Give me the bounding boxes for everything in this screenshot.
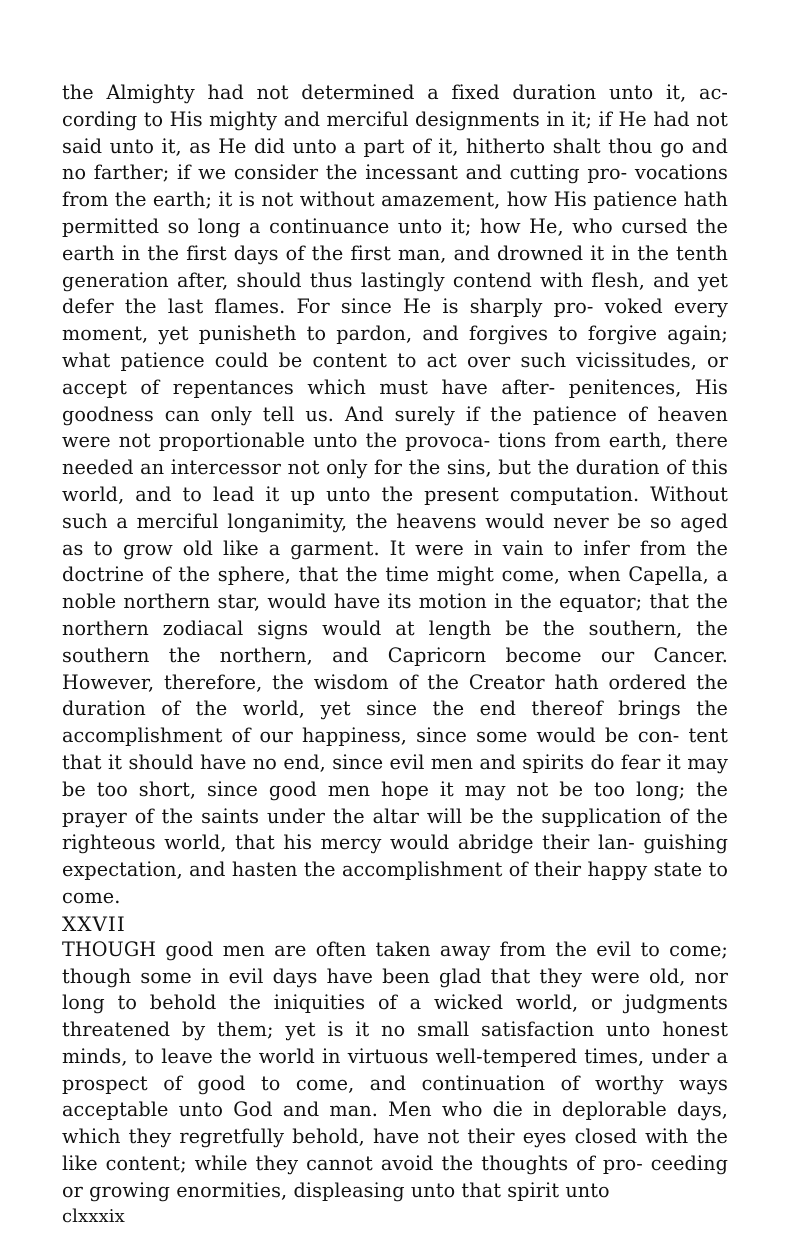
book-page xyxy=(62,80,728,1229)
section-number: XXVII xyxy=(62,911,126,936)
paragraph-continued: the Almighty had not determined a fixed duration unto it, ac- cording to His mighty and merciful designments in it; if He had not said unto it, as He did unto a part of it, hitherto shalt thou go and no farther; if we consider the incessant and cutting pro- vocations from the earth; it is not without amazement, how His patience hath permitted so long a continuance unto it; how He, who cursed the earth in the first days of the first man, and drowned it in the tenth generation after, should thus lastingly contend with flesh, and yet defer the last flames. For since He is sharply pro- voked every moment, yet punisheth to pardon, and forgives to forgive again; what patience could be content to act over such vicissitudes, or accept of repentances which must have after- penitences, His goodness can only tell us. And surely if the patience of heaven were not proportionable unto the provoca- tions from earth, there needed an intercessor not only for the sins, but the duration of this world, and to lead it up unto the present computation. Without such a merciful longanimity, the heavens would never be so aged as to grow old like a garment. It were in vain to infer from the doctrine of the sphere, that the time might come, when Capella, a noble northern star, would have its motion in the equator; that the northern zodiacal signs would at length be the southern, the southern the northern, and Capricorn become our Cancer. However, therefore, the wisdom of the Creator hath ordered the duration of the world, yet since the end thereof brings the accomplishment of our happiness, since some would be con- tent that it should have no end, since evil men and spirits do fear it may be too short, since good men hope it may not be too long; the prayer of the saints under the altar will be the supplication of the righteous world, that his mercy would abridge their lan- guishing expectation, and hasten the accomplishment of their happy state to come. xyxy=(62,81,728,908)
page-number: clxxxix xyxy=(62,1205,125,1227)
paragraph-section-xxvii: THOUGH good men are often taken away from the evil to come; though some in evil days have been glad that they were old, nor long to behold the iniquities of a wicked world, or judgments threatened by them; yet is it no small satisfaction unto honest minds, to leave the world in virtuous well-tempered times, under a prospect of good to come, and continuation of worthy ways acceptable unto God and man. Men who die in deplorable days, which they regretfully behold, have not their eyes closed with the like content; while they cannot avoid the thoughts of pro- ceeding or growing enormities, displeasing unto that spirit unto xyxy=(62,937,728,1202)
